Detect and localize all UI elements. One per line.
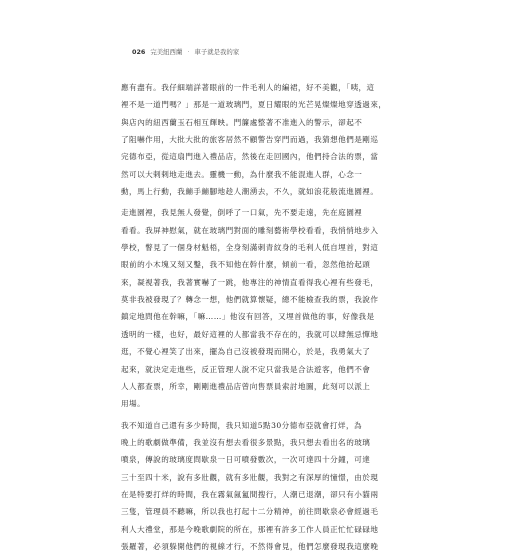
text-line: 裡不是一道門嗎？」那是一道玻璃門，夏日耀眼的光芒晃燦燦地穿透過來， xyxy=(121,100,387,110)
paragraph xyxy=(121,79,437,200)
text-line: 三十至四十米，說有多壯觀，就有多壯觀，我對之有深厚的憧憬，由於現 xyxy=(121,472,379,482)
text-line: 眼前的小木塊又刻又鑿，我不知他在幹什麼，傾前一看，忽然他抬起頭 xyxy=(121,260,371,270)
text-line: 起來，就決定走進些，反正管理人說不定只當我是合法遊客，他們不會 xyxy=(121,364,371,374)
body-text xyxy=(121,79,437,555)
text-line: 張羅著，必須躲開他們的視線才行，不然得會見，他們怎麼發現我這麼晚 xyxy=(121,541,379,551)
paragraph xyxy=(121,204,437,412)
text-line: 在是特要打烊的時間，我在霧氣氤氳間搜行，人潮已退潮，卻只有小貓兩 xyxy=(121,489,379,499)
text-line: 用場。 xyxy=(121,399,146,409)
text-line: 透明的一樣，也好，最好這裡的人都當我不存在的，我就可以肆無忌憚地 xyxy=(121,329,379,339)
chapter-title: 車子就是我的家 xyxy=(194,48,240,56)
text-line: 逛，不覺心裡笑了出來，擺為自己沒被發現而開心，於是，我勇氣大了 xyxy=(121,347,371,357)
text-line: 學校，瞥見了一個身材魁梧，全身刻滿刺青紋身的毛利人低自埋首，對這 xyxy=(121,243,379,253)
text-line: 完德布亞，從這扇門進入禮品店，然後在走回國內，他們持合法的票，當 xyxy=(121,152,379,162)
text-line: 人人都查票，所幸，剛剛進禮品店曾向售票員索討地圖，此刻可以派上 xyxy=(121,381,371,391)
text-line: 了阻嚇作用，大批大批的旅客居然不顧警告穿門而過，我猜想他們是剛巡 xyxy=(121,135,379,145)
book-title: 完美紐西蘭 xyxy=(150,48,183,56)
text-line: 三隻，管理員不聽嘛，所以我也打起十二分精神，前往問歇泉必會經過毛 xyxy=(121,507,379,517)
text-line: 來，凝視著我，我著實嚇了一跳，他專注的神情直看得我心裡有些發毛， xyxy=(121,277,379,287)
paragraph xyxy=(121,417,437,555)
text-line: 應有盡有。我仔細端詳著眼前的一件毛利人的編裙，好不美觀，「咦，這 xyxy=(121,83,375,92)
text-line: 動，馬上行動，我繃手繃腳地趁人潮湧去，不久，就如浪花般流進園裡。 xyxy=(121,187,379,197)
text-line: 然可以大剌剌地走進去。靈機一動，為什麼我不能混進人群，心念一 xyxy=(121,169,363,179)
text-line: 噴泉，傳說的玻璃度問歇泉一日可噴發數次，一次可達四十分鐘，可達 xyxy=(121,455,371,465)
text-line: 莫非我被發現了？轉念一想，他們就算懷疑，總不能檢查我的票，我說作 xyxy=(121,295,379,305)
running-header xyxy=(132,47,432,56)
page-number: 026 xyxy=(132,48,146,56)
text-line: 利人大禮堂，那是今晚歌劇院的所在，那裡有許多工作人員正忙忙碌碌地 xyxy=(121,524,379,534)
text-line: 晚上的歌劇做準備，我並沒有想去看很多景點，我只想去看出名的玻璃 xyxy=(121,437,371,447)
text-line: 走進園裡，我見無人發覺，倒呼了一口氣，先不要走遠，先在庭園裡 xyxy=(121,208,363,218)
header-separator: · xyxy=(187,48,190,56)
text-line: 與店內的紐西蘭玉石相互輝映。門簾處整著不准進入的警示，卻起不 xyxy=(121,117,363,127)
text-line: 看看。我屏神慰氣，就在玻璃門對面的雕刻藝術學校看看，我悄悄地步入 xyxy=(121,225,379,235)
text-line: 我不知道自己還有多少時間，我只知道5點30分德布亞就會打烊，為 xyxy=(121,420,363,430)
text-line: 鎮定地問他在幹嘛，「嘛……」他沒有回答，又埋首做他的事，好像我是 xyxy=(121,312,375,322)
